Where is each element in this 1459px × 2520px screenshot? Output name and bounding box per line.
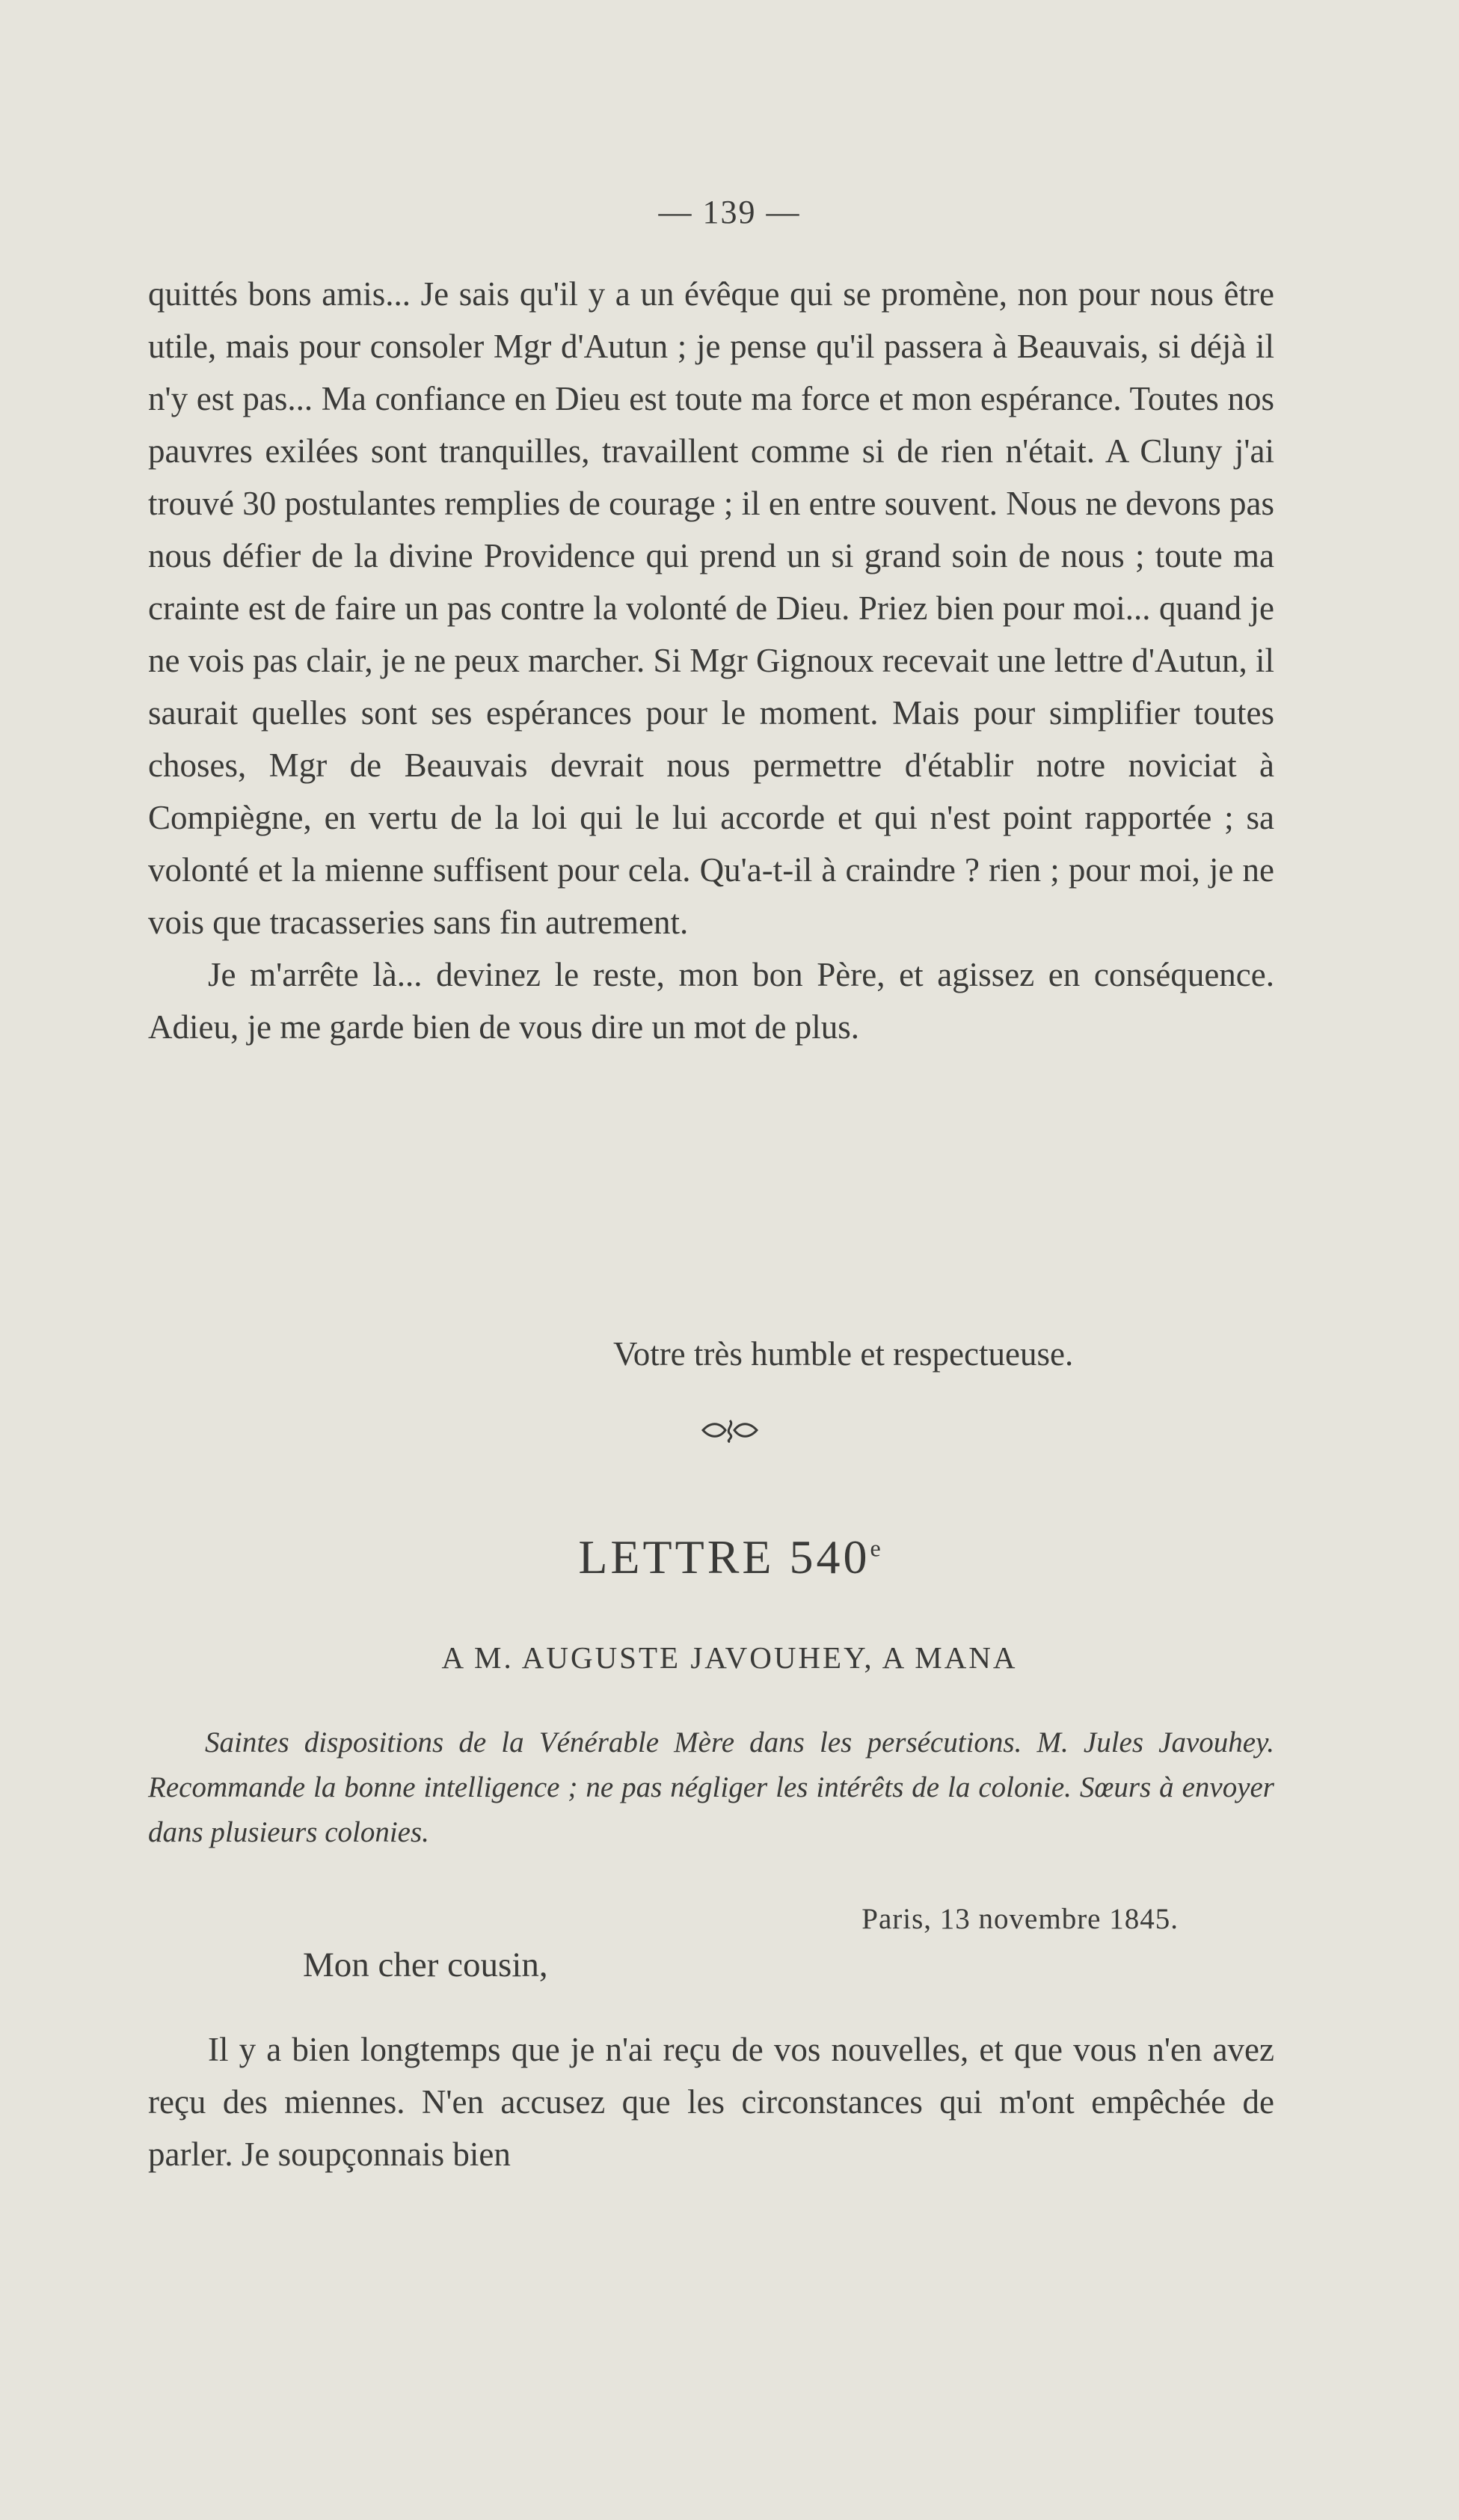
letter-summary: Saintes dispositions de la Vénérable Mère dans les persécutions. M. Jules Javouhey. Recommande la bonne intelligence ; ne pas négliger les intérêts de la colonie. Sœurs à envoyer dans plusieurs colonies.: [148, 1726, 1274, 1848]
page-number: — 139 —: [658, 194, 801, 230]
letter-title-suffix: e: [870, 1534, 881, 1562]
paragraph: Il y a bien longtemps que je n'ai reçu de vos nouvelles, et que vous n'en avez reçu des miennes. N'en accusez que les circonstances qui m'ont empêchée de parler. Je soupçonnais bien: [148, 2031, 1274, 2173]
letter-title-text: LETTRE 540: [578, 1530, 870, 1584]
closing-signature: Votre très humble et respectueuse.: [613, 1335, 1074, 1373]
paragraph: Je m'arrête là... devinez le reste, mon bon Père, et agissez en conséquence. Adieu, je me garde bien de vous dire un mot de plus.: [148, 956, 1274, 1046]
letter-opening-body: [148, 2023, 1274, 2180]
ornament-divider-icon: [0, 1417, 1459, 1443]
letter-addressee: A M. AUGUSTE JAVOUHEY, A MANA: [441, 1640, 1018, 1675]
paragraph: quittés bons amis... Je sais qu'il y a un évêque qui se promène, non pour nous être utile, mais pour consoler Mgr d'Autun ; je pense qu'il passera à Beauvais, si déjà il n'y est pas... Ma confiance en Dieu est toute ma force et mon espérance. Toutes nos pauvres exilées sont tranquilles, travaillent comme si de rien n'était. A Cluny j'ai trouvé 30 postulantes remplies de courage ; il en entre souvent. Nous ne devons pas nous défier de la divine Providence qui prend un si grand soin de nous ; toute ma crainte est de faire un pas contre la volonté de Dieu. Priez bien pour moi... quand je ne vois pas clair, je ne peux marcher. Si Mgr Gignoux recevait une lettre d'Autun, il saurait quelles sont ses espérances pour le moment. Mais pour simplifier toutes choses, Mgr de Beauvais devrait nous permettre d'établir notre noviciat à Compiègne, en vertu de la loi qui le lui accorde et qui n'est point rapportée ; sa volonté et la mienne suffisent pour cela. Qu'a-t-il à craindre ? rien ; pour moi, je ne vois que tracasseries sans fin autrement.: [148, 275, 1274, 941]
letter-salutation: Mon cher cousin,: [303, 1946, 548, 1984]
letter-title: [0, 1530, 1459, 1585]
letter-dateline: Paris, 13 novembre 1845.: [861, 1903, 1179, 1935]
letter-continued-body: [148, 268, 1274, 1053]
